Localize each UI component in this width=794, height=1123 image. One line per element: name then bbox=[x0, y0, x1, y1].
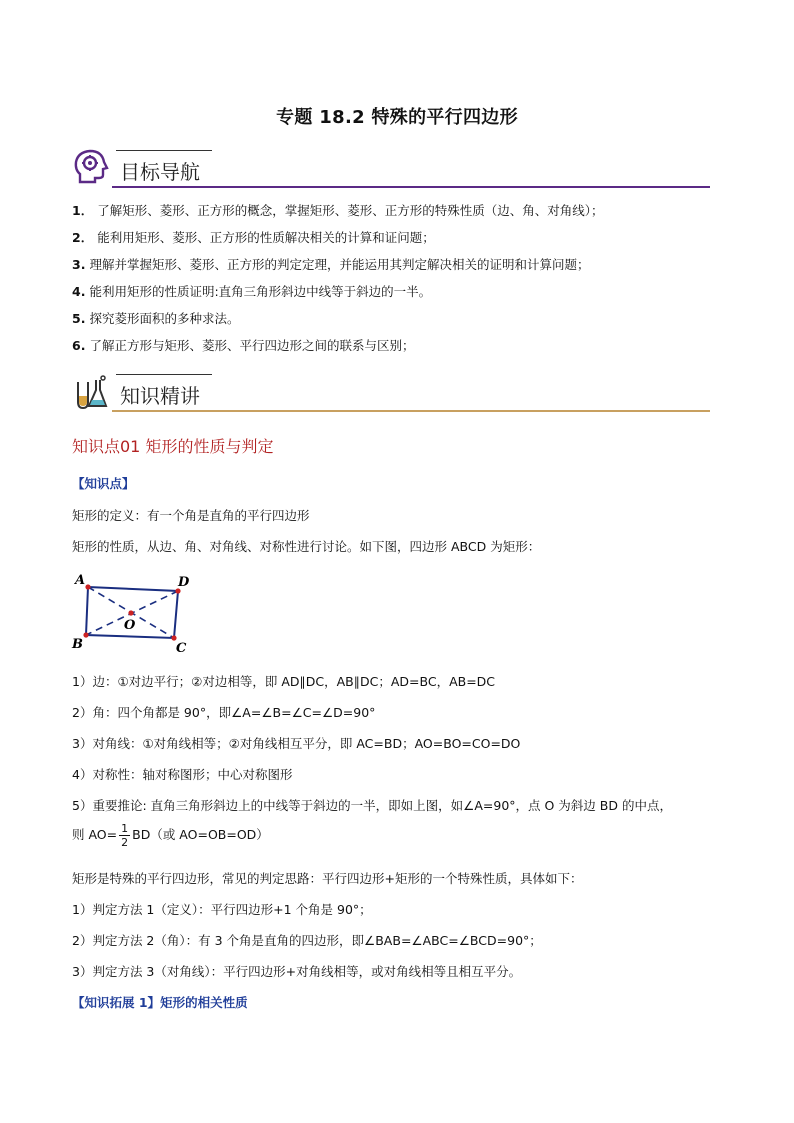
property-diagonals: 3）对角线：①对角线相等；②对角线相互平分，即 AC=BD；AO=BO=CO=DO bbox=[72, 736, 521, 751]
rectangle-definition: 矩形的定义：有一个角是直角的平行四边形 bbox=[72, 508, 310, 523]
goal-item: 1． 了解矩形、菱形、正方形的概念，掌握矩形、菱形、正方形的特殊性质（边、角、对角线）； bbox=[72, 203, 604, 218]
point-a bbox=[85, 584, 90, 589]
knowledge-bracket-label: 【知识点】 bbox=[72, 476, 135, 491]
point-o bbox=[128, 610, 133, 615]
goal-heading: 目标导航 bbox=[120, 160, 200, 184]
goal-item: 5. 探究菱形面积的多种求法。 bbox=[72, 311, 240, 326]
knowledge-section-header bbox=[72, 372, 710, 412]
property-angles: 2）角：四个角都是 90°，即∠A=∠B=∠C=∠D=90° bbox=[72, 705, 376, 720]
judge-method-3: 3）判定方法 3（对角线）：平行四边形+对角线相等，或对角线相等且相互平分。 bbox=[72, 964, 522, 979]
goal-item: 2． 能利用矩形、菱形、正方形的性质解决相关的计算和证问题； bbox=[72, 230, 435, 245]
property-symmetry: 4）对称性：轴对称图形；中心对称图形 bbox=[72, 767, 293, 782]
flask-icon bbox=[72, 372, 112, 412]
knowledge-heading: 知识精讲 bbox=[120, 384, 200, 408]
label-c: C bbox=[176, 641, 187, 656]
rectangle-figure bbox=[66, 568, 196, 658]
goal-rule bbox=[112, 186, 710, 188]
goal-item: 4. 能利用矩形的性质证明:直角三角形斜边中线等于斜边的一半。 bbox=[72, 284, 432, 299]
property-corollary: 5）重要推论: 直角三角形斜边上的中线等于斜边的一半，即如上图，如∠A=90°，点 O 为斜边 BD 的中点， bbox=[72, 798, 672, 813]
judge-method-2: 2）判定方法 2（角）：有 3 个角是直角的四边形，即∠BAB=∠ABC=∠BCD=90°； bbox=[72, 933, 542, 948]
point-b bbox=[83, 632, 88, 637]
header-accent-line bbox=[116, 150, 212, 151]
head-gear-icon bbox=[72, 148, 112, 188]
properties-intro: 矩形的性质，从边、角、对角线、对称性进行讨论。如下图，四边形 ABCD 为矩形： bbox=[72, 539, 541, 554]
point-c bbox=[171, 635, 176, 640]
knowledge-extension: 【知识拓展 1】矩形的相关性质 bbox=[72, 995, 248, 1010]
judge-method-1: 1）判定方法 1（定义）：平行四边形+1 个角是 90°； bbox=[72, 902, 372, 917]
goal-item: 6. 了解正方形与矩形、菱形、平行四边形之间的联系与区别； bbox=[72, 338, 415, 353]
knowledge-point-title: 知识点01 矩形的性质与判定 bbox=[72, 437, 274, 456]
goal-item: 3. 理解并掌握矩形、菱形、正方形的判定定理，并能运用其判定解决相关的证明和计算问题； bbox=[72, 257, 590, 272]
label-o: O bbox=[124, 618, 136, 633]
goal-section-header bbox=[72, 148, 710, 188]
knowledge-rule bbox=[112, 410, 710, 412]
page-title: 专题 18.2 特殊的平行四边形 bbox=[276, 107, 518, 128]
property-corollary-formula: 则 AO= $\frac{1}{2}$ BD（或 AO=OB=OD） bbox=[72, 822, 269, 849]
property-sides: 1）边：①对边平行；②对边相等，即 AD∥DC，AB∥DC；AD=BC，AB=DC bbox=[72, 674, 496, 689]
fraction-one-half: $\frac{1}{2}$ bbox=[121, 822, 129, 849]
judge-intro: 矩形是特殊的平行四边形，常见的判定思路：平行四边形+矩形的一个特殊性质，具体如下： bbox=[72, 871, 583, 886]
label-a: A bbox=[75, 573, 86, 588]
label-d: D bbox=[178, 575, 190, 590]
header-accent-line bbox=[116, 374, 212, 375]
label-b: B bbox=[72, 637, 83, 652]
